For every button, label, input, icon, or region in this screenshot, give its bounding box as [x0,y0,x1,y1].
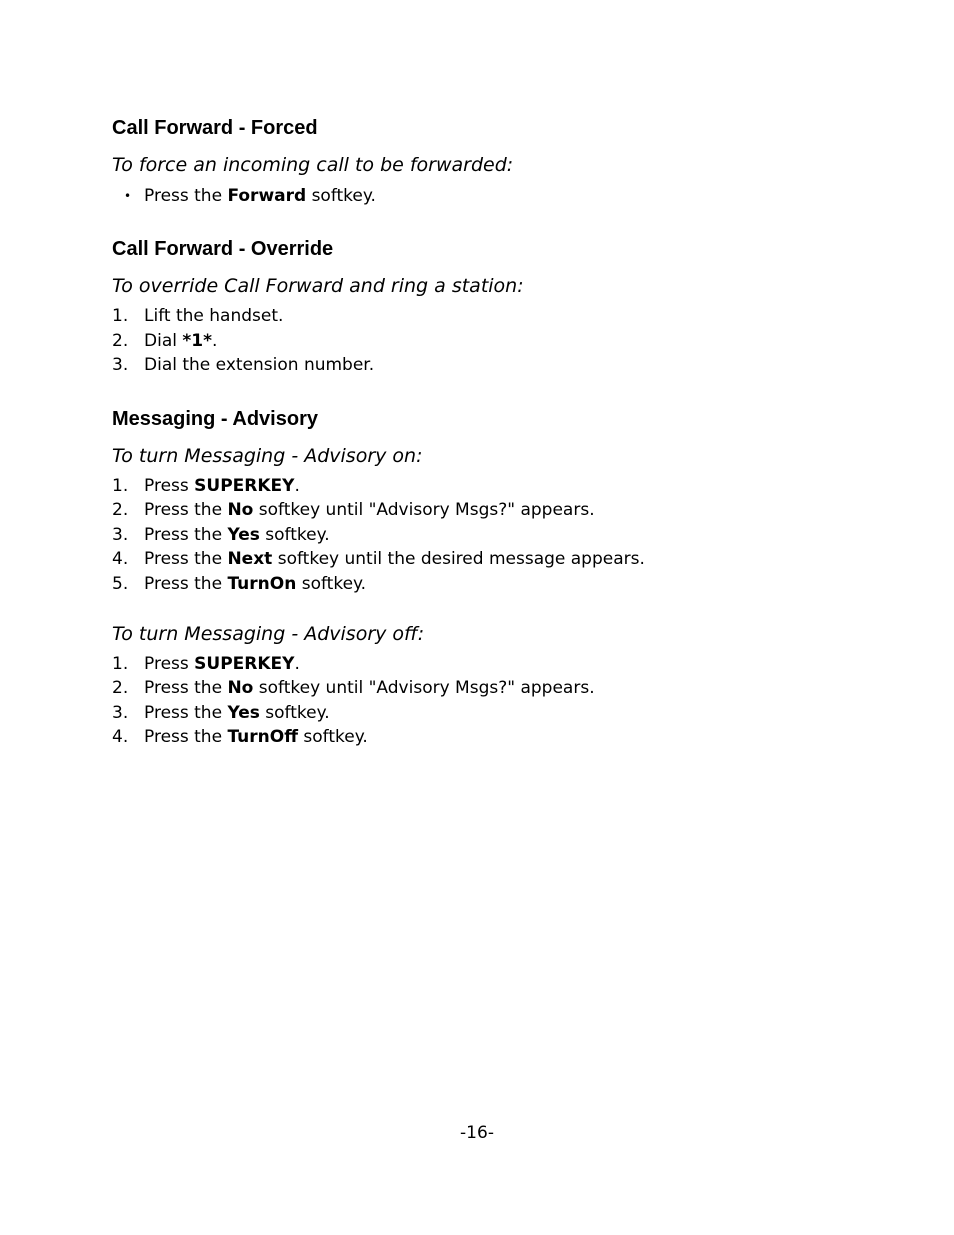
section-intro: To turn Messaging - Advisory on: [112,445,423,467]
page-number: -16- [460,1123,494,1143]
list-item: 4. Press the Next softkey until the desired message appears. [112,549,645,569]
section-title-call-forward-override: Call Forward - Override [112,238,334,260]
list-item: 1. Press SUPERKEY. [112,654,300,674]
section-intro: To override Call Forward and ring a station: [112,275,524,297]
list-item: 1. Lift the handset. [112,306,284,326]
section-title-messaging-advisory: Messaging - Advisory [112,408,318,430]
list-item: 3. Dial the extension number. [112,355,375,375]
section-title-call-forward-forced: Call Forward - Forced [112,117,318,139]
list-item: 3. Press the Yes softkey. [112,525,330,545]
bullet-icon: • [124,189,132,203]
section-intro: To force an incoming call to be forwarded: [112,154,514,176]
list-item: 2. Press the No softkey until "Advisory Msgs?" appears. [112,500,595,520]
list-item: 5. Press the TurnOn softkey. [112,574,367,594]
list-item: 2. Dial *1*. [112,331,218,351]
section-intro: To turn Messaging - Advisory off: [112,623,425,645]
list-item: 3. Press the Yes softkey. [112,703,330,723]
list-item: 4. Press the TurnOff softkey. [112,727,368,747]
list-item: • Press the Forward softkey. [112,185,376,207]
list-item: 1. Press SUPERKEY. [112,476,300,496]
list-item: 2. Press the No softkey until "Advisory Msgs?" appears. [112,678,595,698]
